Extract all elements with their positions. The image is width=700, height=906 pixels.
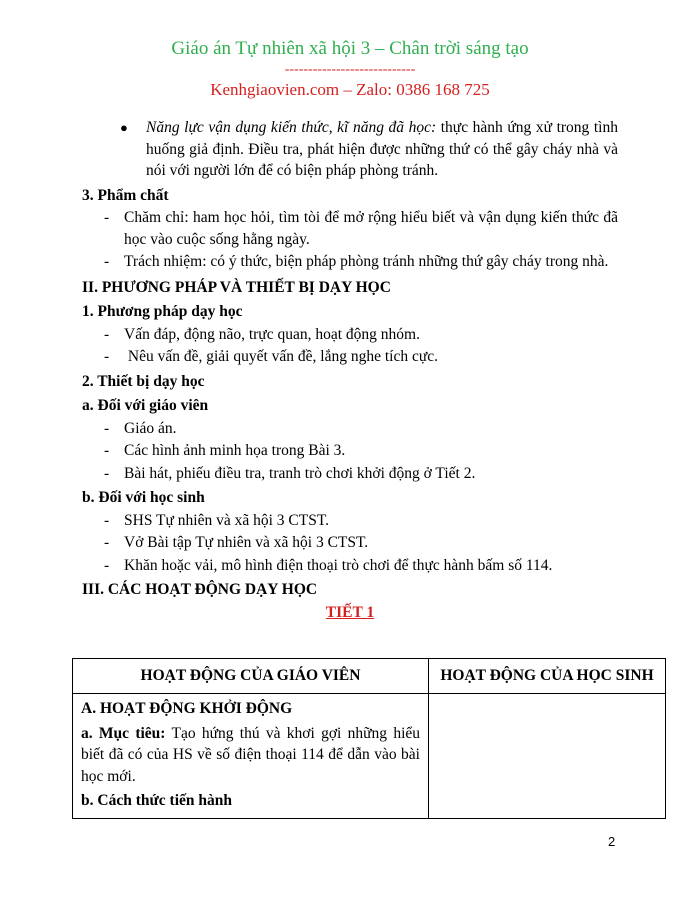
table-row bbox=[73, 694, 666, 819]
list-item bbox=[104, 324, 618, 346]
goal-paragraph bbox=[81, 723, 420, 788]
method-label: b. Cách thức tiến hành bbox=[81, 792, 232, 809]
activity-title: A. HOẠT ĐỘNG KHỞI ĐỘNG bbox=[81, 700, 293, 717]
list-item-text: Các hình ảnh minh họa trong Bài 3. bbox=[124, 442, 346, 459]
competency-label: Năng lực vận dụng kiến thức, kĩ năng đã học: bbox=[146, 119, 437, 136]
activities-heading: III. CÁC HOẠT ĐỘNG DẠY HỌC bbox=[82, 581, 318, 598]
competency-description: thực hành ứng xử trong tình huống giả định. Điều tra, phát hiện được những thứ có thể gây cháy nhà và nói với người lớn để có biện pháp phòng tránh. bbox=[146, 119, 618, 179]
methods-section-heading: II. PHƯƠNG PHÁP VÀ THIẾT BỊ DẠY HỌC bbox=[82, 278, 391, 296]
dash-icon: - bbox=[104, 348, 110, 365]
equipment-heading: 2. Thiết bị dạy học bbox=[82, 372, 205, 390]
dash-icon: - bbox=[104, 511, 110, 529]
list-item bbox=[104, 251, 618, 273]
dash-icon: - bbox=[104, 419, 110, 437]
dash-icon: - bbox=[104, 534, 110, 551]
list-item-text: Nêu vấn đề, giải quyết vấn đề, lắng nghe tích cực. bbox=[124, 348, 438, 365]
list-item bbox=[104, 463, 618, 485]
dash-icon: - bbox=[104, 442, 110, 459]
list-item-text: Bài hát, phiếu điều tra, tranh trò chơi khởi động ở Tiết 2. bbox=[124, 464, 476, 482]
document-body bbox=[82, 117, 618, 623]
lesson-plan-table bbox=[72, 658, 666, 819]
list-item bbox=[104, 532, 618, 554]
student-column-header: HOẠT ĐỘNG CỦA HỌC SINH bbox=[429, 659, 666, 694]
goal-text: Tạo hứng thú và khơi gợi những hiểu biết đã có của HS về số điện thoại 114 để dẫn vào bài học mới. bbox=[81, 724, 421, 785]
teacher-activity-cell bbox=[73, 694, 429, 819]
list-item bbox=[104, 510, 618, 532]
student-activity-cell bbox=[429, 694, 666, 819]
teacher-column-header: HOẠT ĐỘNG CỦA GIÁO VIÊN bbox=[73, 659, 429, 694]
list-item-text: Chăm chỉ: ham học hỏi, tìm tòi để mở rộng hiểu biết và vận dụng kiến thức đã học vào cuộc sống hằng ngày. bbox=[124, 209, 618, 248]
dash-icon: - bbox=[104, 464, 110, 482]
list-item bbox=[104, 440, 618, 462]
list-item bbox=[104, 418, 618, 440]
goal-label: a. Mục tiêu: bbox=[81, 724, 166, 742]
page-number: 2 bbox=[608, 834, 616, 849]
list-item-text: Khăn hoặc vải, mô hình điện thoại trò chơi để thực hành bấm số 114. bbox=[124, 556, 553, 574]
dash-icon: - bbox=[104, 556, 110, 574]
list-item-text: Giáo án. bbox=[124, 419, 177, 437]
table-header-row bbox=[73, 659, 666, 694]
list-item bbox=[104, 555, 618, 577]
list-item-text: Vấn đáp, động não, trực quan, hoạt động nhóm. bbox=[124, 325, 420, 343]
dash-icon: - bbox=[104, 325, 110, 343]
list-item bbox=[104, 207, 618, 250]
period-title: TIẾT 1 bbox=[325, 603, 375, 621]
competency-bullet bbox=[120, 117, 618, 182]
dash-icon: - bbox=[104, 209, 110, 226]
list-item bbox=[104, 346, 618, 368]
teacher-heading: a. Đối với giáo viên bbox=[82, 397, 209, 414]
list-item-text: Trách nhiệm: có ý thức, biện pháp phòng tránh những thứ gây cháy trong nhà. bbox=[124, 253, 609, 270]
header-divider: ---------------------------- bbox=[284, 62, 416, 77]
list-item-text: Vở Bài tập Tự nhiên và xã hội 3 CTST. bbox=[124, 534, 369, 551]
list-item-text: SHS Tự nhiên và xã hội 3 CTST. bbox=[124, 511, 330, 529]
document-header-subtitle: Kenhgiaovien.com – Zalo: 0386 168 725 bbox=[210, 80, 490, 99]
qualities-heading: 3. Phẩm chất bbox=[82, 186, 169, 204]
student-heading: b. Đối với học sinh bbox=[82, 489, 205, 506]
document-header-title: Giáo án Tự nhiên xã hội 3 – Chân trời sáng tạo bbox=[171, 38, 529, 59]
competency-text bbox=[146, 117, 618, 182]
bullet-icon: ● bbox=[120, 120, 128, 135]
dash-icon: - bbox=[104, 253, 110, 270]
methods-heading: 1. Phương pháp dạy học bbox=[82, 303, 243, 320]
